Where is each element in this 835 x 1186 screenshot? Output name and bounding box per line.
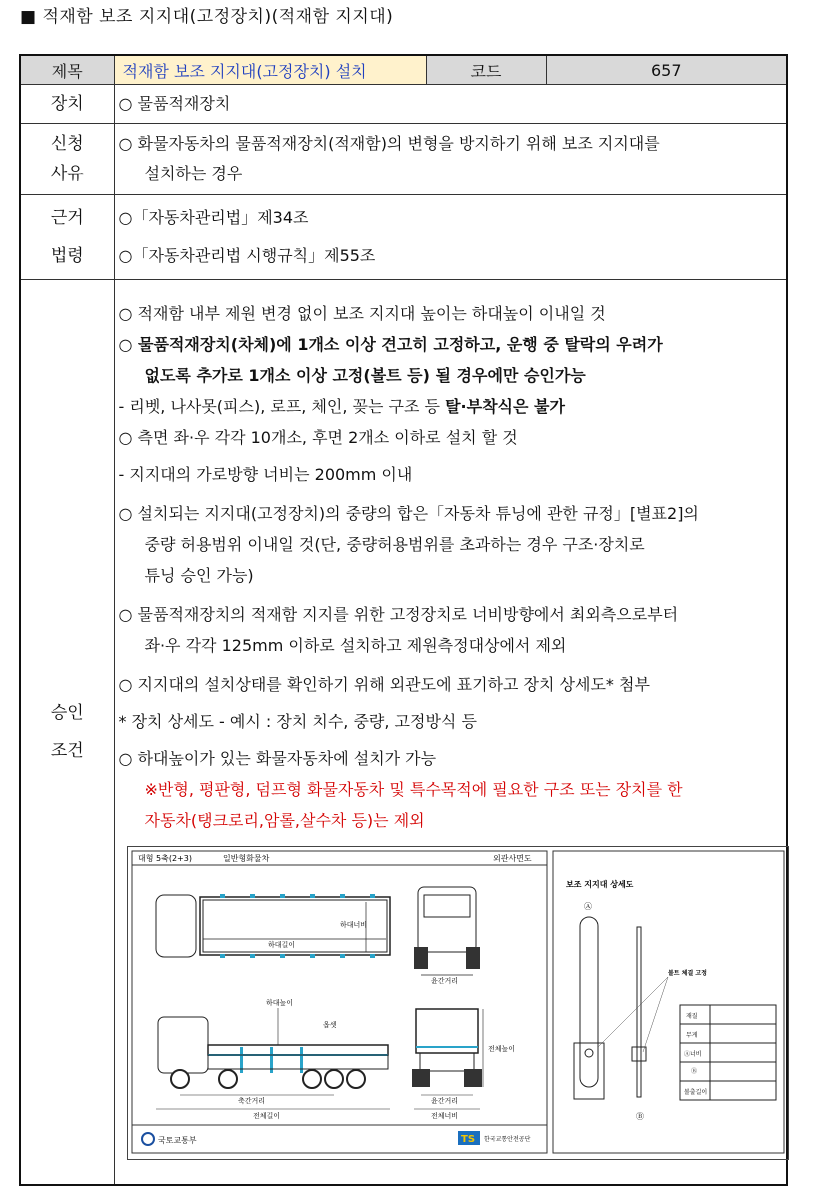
ts-logo-text: TS <box>460 1134 475 1145</box>
condition-6a: ○ 설치되는 지지대(고정장치)의 중량의 합은「자동차 튜닝에 관한 규정」[별표2]의 <box>118 504 699 523</box>
reason-line-2: 설치하는 경우 <box>144 164 243 183</box>
condition-2b: 없도록 추가로 1개소 이상 고정(볼트 등) 될 경우에만 승인가능 <box>144 366 586 385</box>
track2-label: 윤간거리 <box>430 1097 458 1105</box>
vehicle-drawing-svg <box>128 847 788 1159</box>
condition-6c: 튜닝 승인 가능) <box>144 566 254 585</box>
law-line-1: ○「자동차관리법」제34조 <box>118 208 309 227</box>
spec-row-2: 무게 <box>685 1032 698 1039</box>
condition-8: ○ 지지대의 설치상태를 확인하기 위해 외관도에 표기하고 장치 상세도* 첨부 <box>118 675 650 694</box>
law-label-2: 법령 <box>50 246 84 266</box>
bolt-label: 볼트 체결 고정 <box>667 970 707 977</box>
law-line-2: ○「자동차관리법 시행규칙」제55조 <box>118 246 376 265</box>
condition-3 <box>119 391 783 422</box>
len-label: 하대길이 <box>267 941 295 949</box>
title-label: 제목 <box>20 55 114 85</box>
condition-10: ○ 하대높이가 있는 화물자동차에 설치가 가능 <box>118 749 437 768</box>
spec-row-1: 재질 <box>685 1013 698 1020</box>
ts-logo <box>458 1131 531 1145</box>
ohang-label: 옵셋 <box>322 1021 337 1029</box>
condition-4: ○ 측면 좌·우 각각 10개소, 후면 2개소 이하로 설치 할 것 <box>118 428 518 447</box>
vehicle-class-text: 대형 5축(2+3) <box>137 854 192 863</box>
front-view-truck <box>414 887 480 985</box>
approval-form-table <box>19 54 788 1186</box>
spec-row-5: 볼출길이 <box>683 1089 707 1096</box>
vehicle-type-text: 일반형화물차 <box>222 854 269 863</box>
condition-11a: ※반형, 평판형, 덤프형 화물자동차 및 특수목적에 필요한 구조 또는 장치를 한 <box>144 780 683 799</box>
rear-view-truck <box>412 1009 515 1120</box>
spec-row-4: Ⓑ <box>690 1068 697 1075</box>
conditions-label-2: 조건 <box>50 741 84 761</box>
reason-line-1: ○ 화물자동차의 물품적재장치(적재함)의 변형을 방지하기 위해 보조 지지대를 <box>118 134 660 153</box>
condition-11b: 자동차(탱크로리,암롤,살수차 등)는 제외 <box>144 811 425 830</box>
device-text: ○ 물품적재장치 <box>114 85 787 124</box>
top-view-truck <box>156 894 390 958</box>
reason-content <box>114 124 787 195</box>
reason-label <box>20 124 114 195</box>
code-label: 코드 <box>426 55 546 85</box>
condition-3a: - 리벳, 나사못(피스), 로프, 체인, 꽂는 구조 등 <box>118 397 446 416</box>
mark-b: Ⓑ <box>635 1112 644 1121</box>
reason-label-2: 사유 <box>50 164 84 184</box>
conditions-label <box>20 280 114 1186</box>
condition-1: ○ 적재함 내부 제원 변경 없이 보조 지지대 높이는 하대높이 이내일 것 <box>118 304 606 323</box>
spec-row-3: Ⓐ너비 <box>683 1051 702 1058</box>
detail-frame <box>553 851 784 1153</box>
code-value: 657 <box>546 55 787 85</box>
law-label <box>20 195 114 280</box>
width-label: 하대너비 <box>339 921 367 929</box>
total-height-label: 전체높이 <box>487 1045 515 1053</box>
condition-2a: ○ 물품적재장치(차체)에 1개소 이상 견고히 고정하고, 운행 중 탈락의 우려가 <box>118 335 663 354</box>
condition-5: - 지지대의 가로방향 너비는 200mm 이내 <box>118 465 413 484</box>
ministry-logo <box>142 1133 197 1145</box>
deck-height-label: 하대높이 <box>265 999 293 1007</box>
conditions-content <box>114 280 787 1186</box>
sheet-title-text: 외관사면도 <box>492 854 532 863</box>
device-label: 장치 <box>20 85 114 124</box>
spec-table <box>680 1005 776 1100</box>
reason-label-1: 신청 <box>50 134 84 154</box>
condition-7b: 좌·우 각각 125mm 이하로 설치하고 제원측정대상에서 제외 <box>144 636 567 655</box>
vehicle-drawing-figure <box>127 846 789 1160</box>
law-label-1: 근거 <box>50 208 84 228</box>
side-view-truck <box>156 998 390 1120</box>
condition-3b: 탈·부착식은 불가 <box>445 397 565 416</box>
page-title: ■ 적재함 보조 지지대(고정장치)(적재함 지지대) <box>20 7 394 27</box>
track-label: 윤간거리 <box>430 977 458 985</box>
support-bracket-drawing <box>574 917 646 1099</box>
total-len-label: 전체길이 <box>252 1112 280 1120</box>
title-value: 적재함 보조 지지대(고정장치) 설치 <box>114 55 426 85</box>
law-content <box>114 195 787 280</box>
conditions-label-1: 승인 <box>50 703 84 723</box>
detail-title: 보조 지지대 상세도 <box>565 880 633 889</box>
wheelbase-label: 축간거리 <box>237 1097 265 1105</box>
ts-name-text: 한국교통안전공단 <box>483 1136 530 1143</box>
condition-6b: 중량 허용범위 이내일 것(단, 중량허용범위를 초과하는 경우 구조·장치로 <box>144 535 645 554</box>
total-width-label: 전체너비 <box>430 1112 458 1120</box>
ministry-text: 국토교통부 <box>157 1136 197 1145</box>
condition-9: * 장치 상세도 - 예시 : 장치 치수, 중량, 고정방식 등 <box>118 712 477 731</box>
condition-7a: ○ 물품적재장치의 적재함 지지를 위한 고정장치로 너비방향에서 최외측으로부터 <box>118 605 679 624</box>
mark-a: Ⓐ <box>583 902 592 911</box>
